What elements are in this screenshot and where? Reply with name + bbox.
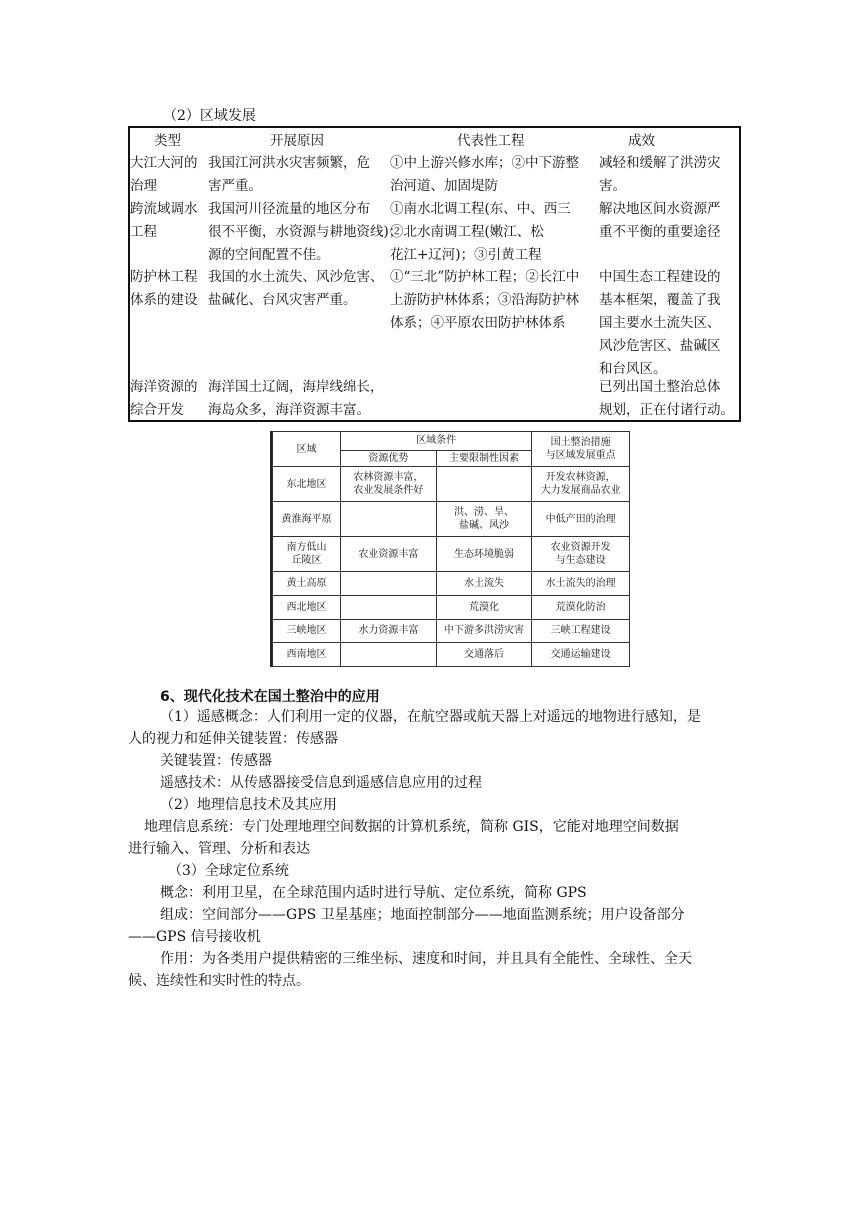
row1-projects-line2: 治河道、加固堤防	[390, 178, 498, 194]
gis-definition-cont: 进行输入、管理、分析和表达	[128, 841, 310, 857]
t2-header-measures-line2: 与区域发展重点	[545, 450, 616, 462]
row4-type	[130, 376, 198, 422]
t2-measure: 荒漠化防治	[532, 595, 630, 619]
t2-limit: 中下游多洪涝灾害	[436, 619, 532, 643]
row4-effect-line1: 已列出国土整治总体	[599, 379, 721, 395]
t2-region: 东北地区	[273, 467, 341, 502]
t2-limit-line1: 洪、涝、旱、	[454, 507, 514, 519]
row4-type-line1: 海洋资源的	[130, 379, 198, 395]
table-row	[273, 595, 630, 619]
row3-reason	[208, 266, 384, 312]
gps-function-cont: 候、连续性和实时性的特点。	[128, 973, 310, 989]
t2-advantage	[341, 595, 437, 619]
t2-limit: 交通落后	[436, 643, 532, 667]
row2-type-line1: 跨流域调水	[130, 201, 198, 217]
t2-limit: 水土流失	[436, 572, 532, 596]
remote-sensing-concept: （1）遥感概念：人们利用一定的仪器，在航空器或航天器上对遥远的地物进行感知，是	[160, 709, 701, 725]
row2-reason-line1: 我国河川径流量的地区分布	[208, 201, 370, 217]
row2-projects-line1: ①南水北调工程(东、中、西三	[390, 201, 571, 217]
t2-measure: 交通运输建设	[532, 643, 630, 667]
section-6-title: 6、现代化技术在国土整治中的应用	[160, 689, 380, 705]
t2-advantage	[341, 572, 437, 596]
row2-reason-line2: 很不平衡，水资源与耕地资线)；	[208, 224, 403, 240]
row2-effect-line1: 解决地区间水资源严	[599, 201, 721, 217]
row3-reason-line2: 盐碱化、台风灾害严重。	[208, 292, 357, 308]
t2-region: 西南地区	[273, 643, 341, 667]
region-conditions-table	[270, 431, 630, 667]
region-development-heading: （2）区域发展	[163, 108, 256, 124]
t2-header-region: 区域	[273, 432, 341, 467]
row2-effect-line2: 重不平衡的重要途径	[599, 224, 721, 240]
row1-projects-line1: ①中上游兴修水库；②中下游整	[390, 155, 579, 171]
gps-concept: 概念：利用卫星，在全球范围内适时进行导航、定位系统，简称 GPS	[160, 885, 587, 901]
row2-effect	[599, 198, 721, 244]
t2-region-line2: 丘陵区	[291, 555, 322, 567]
row4-reason-line2: 海岛众多，海洋资源丰富。	[208, 402, 370, 418]
row1-effect	[599, 152, 721, 198]
t2-header-measures-line1: 国土整治措施	[550, 437, 611, 449]
row2-projects-line2: ②北水南调工程(嫩江、松	[390, 224, 544, 240]
row3-projects-line3: 体系；④平原农田防护林体系	[390, 315, 566, 331]
row3-projects-line2: 上游防护林体系；③沿海防护林	[390, 292, 579, 308]
t2-measure	[532, 537, 630, 572]
row4-effect-line2: 规划，正在付诸行动。	[599, 402, 734, 418]
row2-type	[130, 198, 198, 244]
t2-region: 西北地区	[273, 595, 341, 619]
t2-measure-line2: 大力发展商品农业	[540, 485, 621, 497]
table-row	[273, 619, 630, 643]
t2-advantage: 水力资源丰富	[341, 619, 437, 643]
row1-projects	[390, 152, 579, 198]
gis-heading: （2）地理信息技术及其应用	[160, 797, 337, 813]
row2-reason-line3: 源的空间配置不佳。	[208, 247, 330, 263]
row3-effect	[599, 266, 721, 381]
row2-type-line2: 工程	[130, 224, 157, 240]
header-reason: 开展原因	[270, 133, 324, 149]
gis-definition: 地理信息系统：专门处理地理空间数据的计算机系统，简称 GIS，它能对地理空间数据	[144, 819, 679, 835]
row3-reason-line1: 我国的水土流失、风沙危害、	[208, 269, 384, 285]
t2-limit: 荒漠化	[436, 595, 532, 619]
row1-reason-line1: 我国江河洪水灾害频繁，危	[208, 155, 370, 171]
row2-projects	[390, 198, 571, 267]
t2-region-line1: 南方低山	[286, 542, 327, 554]
t2-region: 黄土高原	[273, 572, 341, 596]
t2-region: 三峡地区	[273, 619, 341, 643]
t2-limit	[436, 467, 532, 502]
table-row	[273, 502, 630, 537]
row3-type	[130, 266, 198, 312]
row1-type-line1: 大江大河的	[130, 155, 198, 171]
row1-effect-line2: 害。	[599, 178, 626, 194]
table-row	[273, 643, 630, 667]
row3-projects-line1: ①“三北”防护林工程；②长江中	[390, 269, 580, 285]
t2-measure	[532, 467, 630, 502]
row3-effect-line2: 基本框架，覆盖了我	[599, 292, 721, 308]
t2-measure-line2: 与生态建设	[555, 555, 606, 567]
region-development-table	[128, 126, 741, 422]
t2-limit	[436, 502, 532, 537]
row2-projects-line3: 花江+辽河)；③引黄工程	[390, 247, 542, 263]
t2-header-conditions: 区域条件	[341, 432, 532, 451]
row1-reason	[208, 152, 370, 198]
gps-composition-cont: ——GPS 信号接收机	[128, 929, 261, 945]
table-row	[273, 537, 630, 572]
t2-measure: 三峡工程建设	[532, 619, 630, 643]
remote-sensing-tech: 遥感技术：从传感器接受信息到遥感信息应用的过程	[160, 775, 482, 791]
t2-advantage-line1: 农林资源丰富，	[353, 472, 424, 484]
t2-advantage: 农业资源丰富	[341, 537, 437, 572]
t2-advantage	[341, 502, 437, 537]
t2-header-limit: 主要限制性因素	[436, 450, 532, 466]
row3-effect-line5: 和台风区。	[599, 361, 667, 377]
header-type: 类型	[154, 133, 181, 149]
t2-measure: 水土流失的治理	[532, 572, 630, 596]
remote-sensing-concept-cont: 人的视力和延伸关键装置：传感器	[128, 731, 338, 747]
t2-limit-line2: 盐碱、风沙	[459, 520, 509, 532]
t2-measure: 中低产田的治理	[532, 502, 630, 537]
row3-type-line1: 防护林工程	[130, 269, 198, 285]
gps-heading: （3）全球定位系统	[168, 863, 289, 879]
header-projects: 代表性工程	[457, 133, 525, 149]
t2-region: 黄淮海平原	[273, 502, 341, 537]
table-row	[273, 467, 630, 502]
row4-reason-line1: 海洋国土辽阔，海岸线绵长，	[208, 379, 384, 395]
row1-effect-line1: 减轻和缓解了洪涝灾	[599, 155, 721, 171]
row2-reason	[208, 198, 402, 267]
t2-advantage	[341, 467, 437, 502]
t2-header-measures	[532, 432, 630, 467]
row3-projects	[390, 266, 579, 335]
t2-header-advantage: 资源优势	[341, 450, 437, 466]
t2-measure-line1: 开发农林资源，	[545, 472, 616, 484]
row4-reason	[208, 376, 384, 422]
table-row	[273, 572, 630, 596]
row3-type-line2: 体系的建设	[130, 292, 198, 308]
header-effect: 成效	[628, 133, 655, 149]
row1-type-line2: 治理	[130, 178, 157, 194]
t2-advantage-line2: 农业发展条件好	[353, 485, 424, 497]
row3-effect-line3: 国主要水土流失区、	[599, 315, 721, 331]
t2-region	[273, 537, 341, 572]
row3-effect-line4: 风沙危害区、盐碱区	[599, 338, 721, 354]
t2-limit: 生态环境脆弱	[436, 537, 532, 572]
row3-effect-line1: 中国生态工程建设的	[599, 269, 721, 285]
gps-function: 作用：为各类用户提供精密的三维坐标、速度和时间，并且具有全能性、全球性、全天	[160, 951, 692, 967]
row4-effect	[599, 376, 734, 422]
gps-composition: 组成：空间部分——GPS 卫星基座；地面控制部分——地面监测系统；用户设备部分	[160, 907, 685, 923]
row4-type-line2: 综合开发	[130, 402, 184, 418]
t2-advantage	[341, 643, 437, 667]
key-device: 关键装置：传感器	[160, 753, 272, 769]
t2-measure-line1: 农业资源开发	[550, 542, 611, 554]
row1-reason-line2: 害严重。	[208, 178, 262, 194]
row1-type	[130, 152, 198, 198]
